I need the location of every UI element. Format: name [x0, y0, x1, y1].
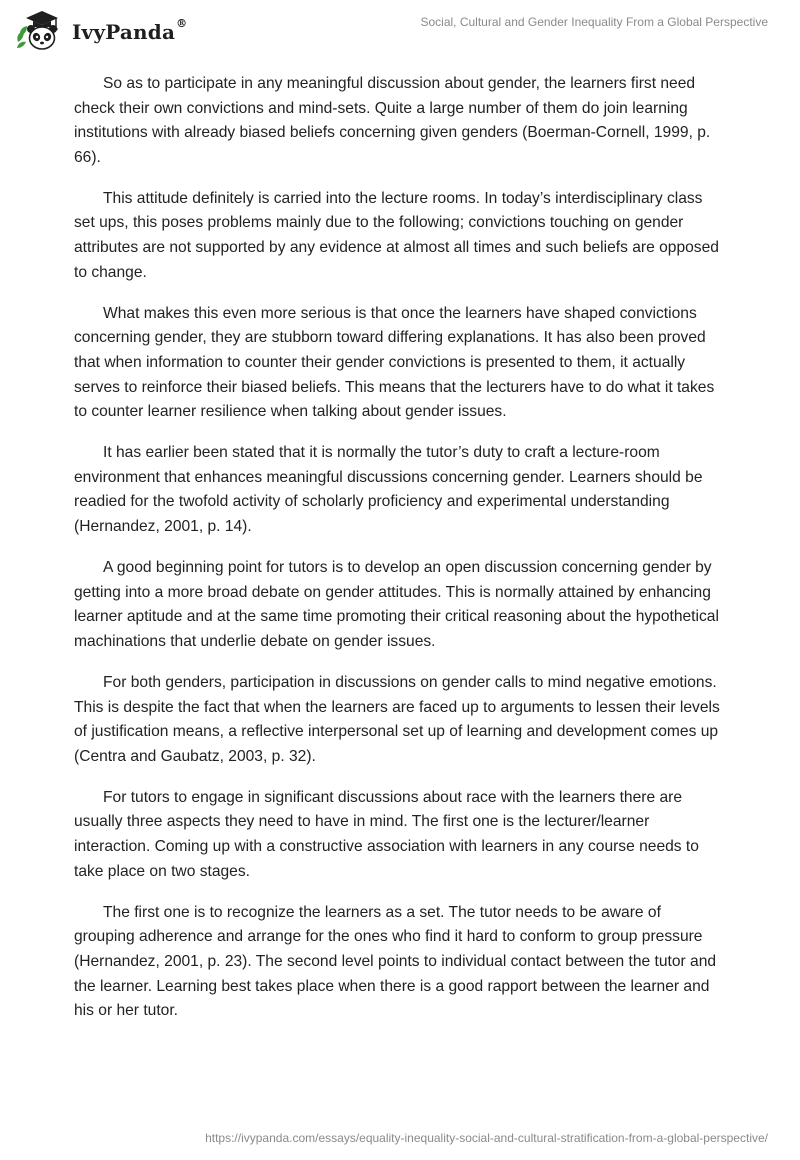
paragraph: It has earlier been stated that it is normally the tutor’s duty to craft a lecture-room environment that enhances meaningful discussions concerning gender. Learners should be readied for the twofold activity of scholarly proficiency and experimental understanding (Hernandez, 2001, p. 14).	[74, 444, 703, 535]
paragraph: So as to participate in any meaningful discussion about gender, the learners first need check their own convictions and mind-sets. Quite a large number of them do join learning institutions with already biased beliefs concerning given genders (Boerman-Cornell, 1999, p. 66).	[74, 75, 711, 166]
logo-name: IvyPanda	[72, 20, 176, 44]
paragraph: For both genders, participation in discussions on gender calls to mind negative emotions. This is despite the fact that when the learners are faced up to arguments to lessen their levels of justification means, a reflective interpersonal set up of learning and development comes up (Centra and Gaubatz, 2003, p. 32).	[74, 673, 720, 765]
paragraph: A good beginning point for tutors is to develop an open discussion concerning gender by getting into a more broad debate on gender attitudes. This is normally attained by enhancing learner aptitude and at the same time promoting their critical reasoning about the hypothetical machinations that underlie debate on gender issues.	[74, 559, 719, 650]
paragraph: For tutors to engage in significant discussions about race with the learners there are usually three aspects they need to have in mind. The first one is the lecturer/learner interaction. Coming up with a constructive association with learners in any course needs to take place on two stages.	[74, 788, 699, 880]
source-url-link[interactable]: https://ivypanda.com/essays/equality-inequality-social-and-cultural-stratification-from-a-global-perspective/	[205, 1131, 768, 1145]
paragraph: This attitude definitely is carried into the lecture rooms. In today’s interdisciplinary class set ups, this poses problems mainly due to the following; convictions touching on gender attributes are not supported by any evidence at almost all times and such beliefs are opposed to change.	[74, 189, 719, 281]
essay-body	[74, 72, 724, 1040]
paragraph: What makes this even more serious is that once the learners have shaped convictions concerning gender, they are stubborn toward differing explanations. It has also been proved that when information to counter their gender convictions is presented to them, it actually serves to reinforce their biased beliefs. This means that the lecturers have to do what it takes to counter learner resilience when talking about gender issues.	[74, 304, 715, 421]
page-header	[0, 0, 800, 60]
paragraph: The first one is to recognize the learners as a set. The tutor needs to be aware of grouping adherence and arrange for the ones who find it hard to conform to group pressure (Hernandez, 2001, p. 23). The second level points to individual contact between the tutor and the learner. Learning best takes place when there is a good rapport between the learner and his or her tutor.	[74, 903, 717, 1020]
logo-wordmark	[72, 17, 188, 44]
document-title: Social, Cultural and Gender Inequality From a Global Perspective	[420, 15, 768, 29]
registered-mark: ®	[176, 17, 188, 30]
ivypanda-logo[interactable]	[14, 8, 187, 52]
panda-graduate-icon	[14, 8, 66, 52]
